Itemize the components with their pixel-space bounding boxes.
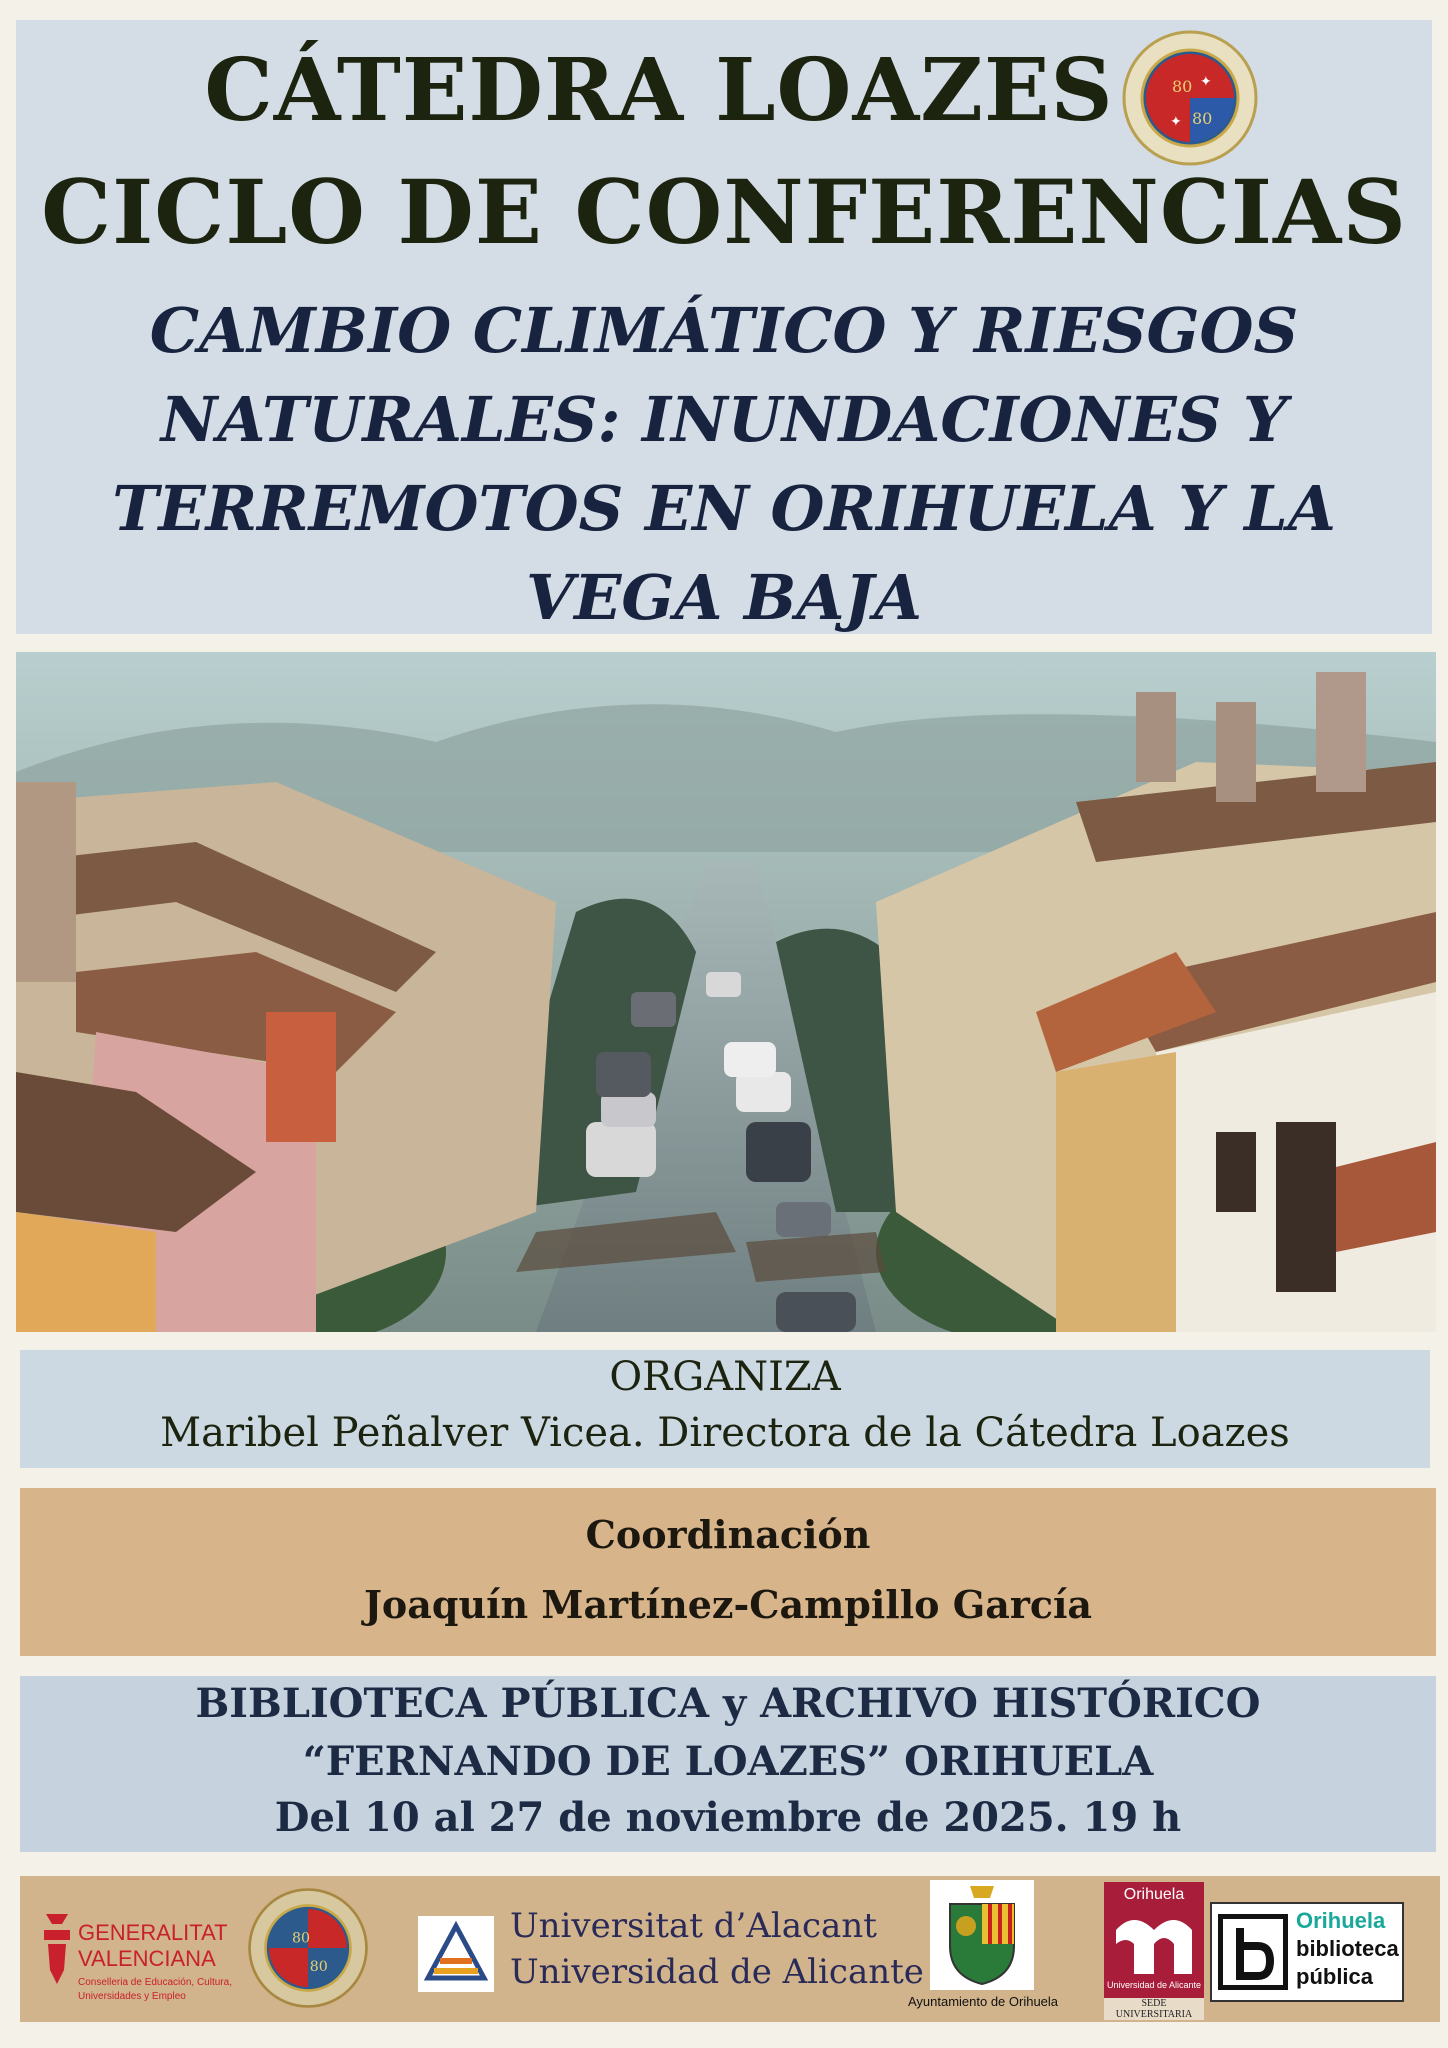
venue-band bbox=[20, 1676, 1436, 1852]
sede-universitaria-logo bbox=[1104, 1882, 1204, 2020]
biblioteca-publica-logo bbox=[1210, 1902, 1404, 2002]
title-catedra: CÁTEDRA LOAZES bbox=[204, 40, 1114, 141]
svg-text:✦: ✦ bbox=[1170, 114, 1182, 130]
sede-top-label: Orihuela bbox=[1123, 1886, 1185, 1903]
ayuntamiento-orihuela-crest-icon bbox=[930, 1880, 1034, 1990]
bp-line3: pública bbox=[1296, 1964, 1374, 1989]
catedra-loazes-seal-icon bbox=[246, 1886, 370, 2010]
generalitat-valenciana-logo bbox=[40, 1910, 240, 2010]
venue-line: BIBLIOTECA PÚBLICA y ARCHIVO HISTÓRICO bbox=[195, 1680, 1261, 1727]
organiza-band bbox=[20, 1350, 1430, 1468]
coordinacion-band bbox=[20, 1488, 1436, 1656]
arches-icon bbox=[1116, 1910, 1192, 1974]
coordinacion-name: Joaquín Martínez-Campillo García bbox=[363, 1582, 1093, 1627]
subtitle-line: NATURALES: INUNDACIONES Y bbox=[160, 383, 1288, 456]
gv-line2: VALENCIANA bbox=[78, 1946, 216, 1971]
svg-text:80: 80 bbox=[309, 1959, 328, 1976]
svg-text:80: 80 bbox=[1172, 77, 1193, 96]
header-panel bbox=[16, 20, 1432, 634]
organiza-label: ORGANIZA bbox=[609, 1354, 841, 1400]
ayuntamiento-caption: Ayuntamiento de Orihuela bbox=[907, 1994, 1059, 2009]
conference-subtitle bbox=[76, 286, 1372, 642]
subtitle-line: CAMBIO CLIMÁTICO Y RIESGOS bbox=[149, 294, 1299, 367]
gv-sub1: Conselleria de Educación, Cultura, bbox=[78, 1977, 232, 1988]
svg-text:80: 80 bbox=[292, 1930, 311, 1947]
ua-line2: Universidad de Alicante bbox=[510, 1952, 924, 1992]
ua-line1: Universitat d’Alacant bbox=[510, 1906, 877, 1946]
svg-text:✦: ✦ bbox=[1200, 74, 1212, 90]
gv-sub2: Universidades y Empleo bbox=[78, 1991, 186, 2002]
bp-line1: Orihuela bbox=[1296, 1908, 1386, 1933]
catedra-loazes-seal-icon bbox=[1120, 28, 1260, 168]
subtitle-line: VEGA BAJA bbox=[526, 561, 922, 634]
title-ciclo: CICLO DE CONFERENCIAS bbox=[41, 160, 1407, 264]
organiza-name: Maribel Peñalver Vicea. Directora de la Cátedra Loazes bbox=[160, 1410, 1290, 1456]
bp-line2: biblioteca bbox=[1296, 1936, 1399, 1961]
universidad-alicante-icon bbox=[418, 1916, 494, 1992]
gv-line1: GENERALITAT bbox=[78, 1920, 228, 1945]
letter-b-icon bbox=[1218, 1914, 1288, 1990]
generalitat-emblem-icon bbox=[40, 1910, 74, 1990]
event-dates: Del 10 al 27 de noviembre de 2025. 19 h bbox=[274, 1794, 1182, 1841]
subtitle-line: TERREMOTOS EN ORIHUELA Y LA bbox=[112, 472, 1336, 545]
sede-sub2: SEDE UNIVERSITARIA bbox=[1104, 1998, 1204, 2020]
venue-line: “FERNANDO DE LOAZES” ORIHUELA bbox=[302, 1738, 1154, 1785]
svg-text:80: 80 bbox=[1192, 109, 1213, 128]
sponsor-logos-band bbox=[20, 1876, 1440, 2022]
flooded-street-photo bbox=[16, 652, 1436, 1332]
coordinacion-label: Coordinación bbox=[585, 1512, 871, 1557]
sede-sub1: Universidad de Alicante bbox=[1106, 1980, 1202, 1990]
